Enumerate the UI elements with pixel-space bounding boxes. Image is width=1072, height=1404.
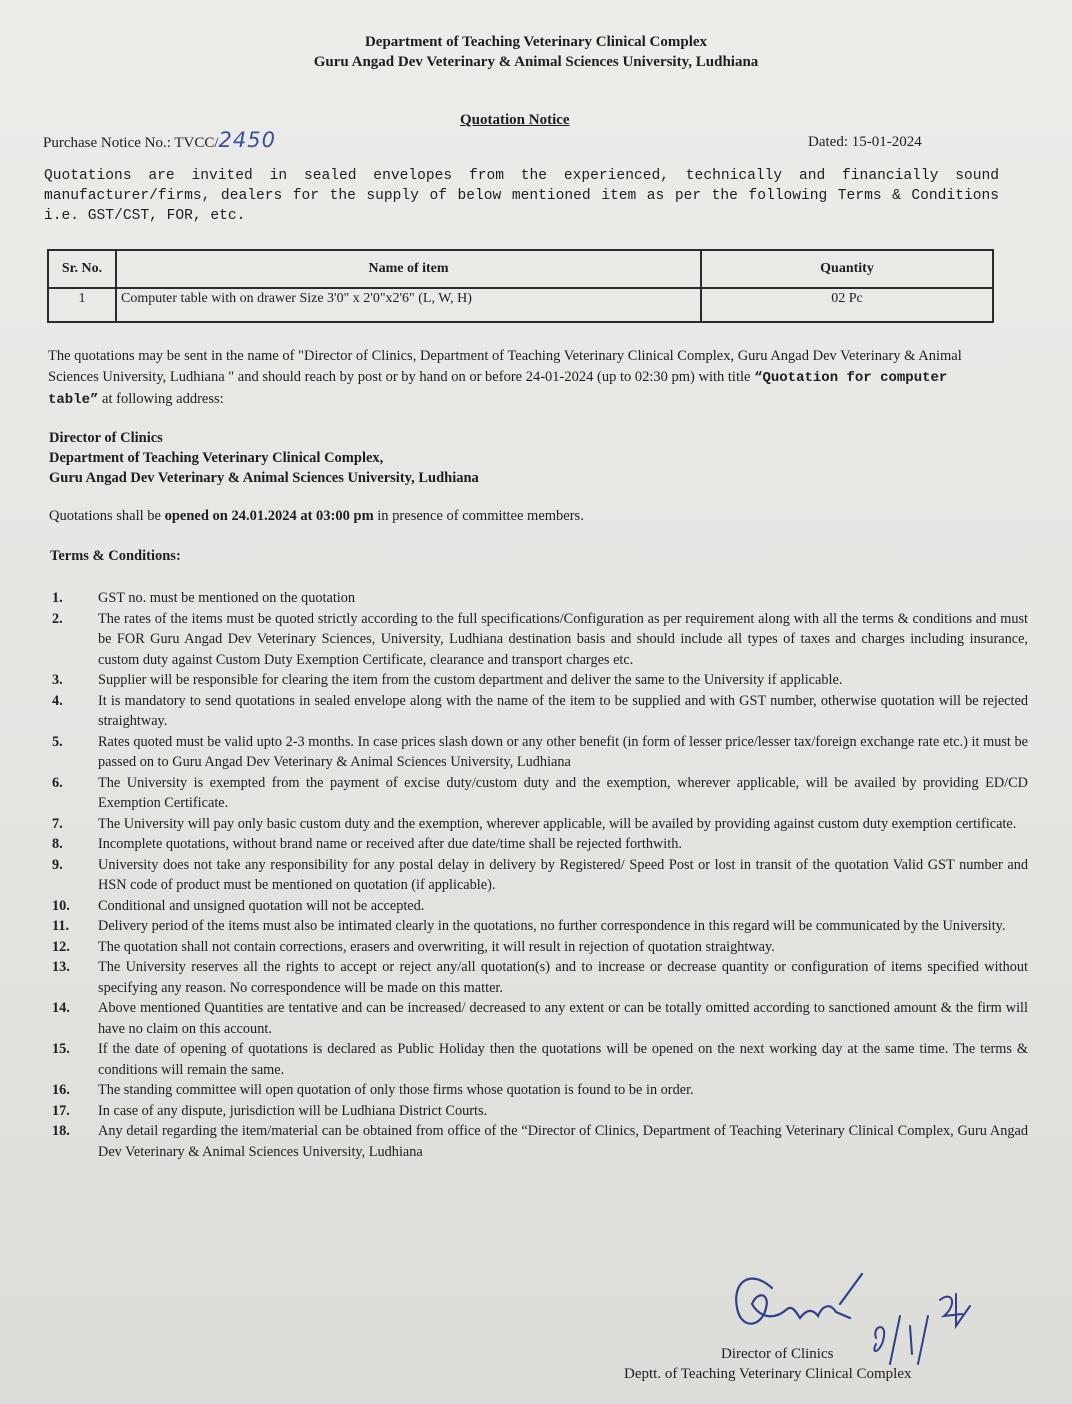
notice-date: Dated: 15-01-2024	[808, 134, 922, 150]
submission-text: The quotations may be sent in the name of "Director of Clinics, Department of Teaching Veterinary Clinical Complex, Guru Angad Dev Veterinary & Animal Sciences University, Ludhiana " and should reach by post or by hand on or before 24-01-2024 (up to 02:30 pm) with title	[48, 348, 962, 385]
term-number: 5.	[52, 733, 63, 750]
table-row	[48, 288, 993, 322]
term-text: The standing committee will open quotation of only those firms whose quotation is found to be in order.	[98, 1082, 694, 1098]
address-line: Guru Angad Dev Veterinary & Animal Sciences University, Ludhiana	[49, 470, 479, 486]
term-text: In case of any dispute, jurisdiction will be Ludhiana District Courts.	[98, 1102, 488, 1119]
term-number: 7.	[52, 815, 63, 832]
term-item	[48, 957, 1028, 998]
handwritten-notice-number: 2450	[218, 128, 276, 152]
term-item	[48, 855, 1028, 896]
submission-paragraph	[48, 346, 998, 411]
term-text: The University reserves all the rights to accept or reject any/all quotation(s) and to increase or decrease quantity or configuration of items specified without specifying any reason. No correspondence will be made on this matter.	[98, 959, 1028, 996]
purchase-notice-number	[43, 128, 276, 152]
opening-statement	[49, 508, 584, 525]
term-text: Delivery period of the items must also be intimated clearly in the quotations, no further correspondence in this regard will be communicated by the University.	[98, 918, 1006, 934]
term-text: Rates quoted must be valid upto 2-3 months. In case prices slash down or any other benefit (in form of lesser price/lesser tax/foreign exchange rate etc.) it must be passed on to Guru Angad Dev Veterinary & Animal Sciences University, Ludhiana	[98, 733, 1028, 770]
term-item	[48, 732, 1028, 773]
header-quantity: Quantity	[701, 250, 993, 288]
term-item	[48, 937, 1028, 958]
term-text: GST no. must be mentioned on the quotation	[98, 590, 356, 606]
term-text: The University will pay only basic custom duty and the exemption, wherever applicable, will be availed by providing against custom duty exemption certificate.	[98, 815, 1017, 832]
term-item	[48, 1080, 1028, 1101]
terms-list	[48, 588, 1028, 1162]
term-text: If the date of opening of quotations is declared as Public Holiday then the quotations will be opened on the next working day at the same time. The terms & conditions will remain the same.	[98, 1041, 1028, 1078]
term-text: Conditional and unsigned quotation will not be accepted.	[98, 897, 425, 914]
term-number: 18.	[52, 1123, 70, 1139]
term-number: 8.	[52, 836, 63, 852]
term-text: The University is exempted from the payment of excise duty/custom duty and the exemption, wherever applicable, will be availed by providing ED/CD Exemption Certificate.	[98, 774, 1028, 811]
submission-text-end: at following address:	[98, 391, 224, 407]
term-text: The quotation shall not contain corrections, erasers and overwriting, it will result in rejection of quotation straightway.	[98, 938, 775, 955]
address-line: Director of Clinics	[49, 430, 163, 446]
term-item	[48, 1121, 1028, 1162]
table-header-row	[48, 250, 993, 288]
term-item	[48, 691, 1028, 732]
address-line: Department of Teaching Veterinary Clinical Complex,	[49, 450, 384, 466]
opening-text-end: in presence of committee members.	[373, 508, 584, 524]
header-sr-no: Sr. No.	[48, 250, 116, 288]
term-item	[48, 998, 1028, 1039]
term-item	[48, 670, 1028, 691]
term-number: 6.	[52, 774, 63, 791]
term-number: 9.	[52, 856, 63, 873]
term-number: 4.	[52, 692, 63, 709]
term-item	[48, 916, 1028, 937]
submission-title: “Quotation for computer table”	[48, 370, 948, 408]
term-item	[48, 834, 1028, 855]
cell-quantity: 02 Pc	[701, 288, 993, 322]
term-text: Any detail regarding the item/material can be obtained from office of the “Director of Clinics, Department of Teaching Veterinary Clinical Complex, Guru Angad Dev Veterinary & Animal Sciences University, Ludhiana	[98, 1123, 1028, 1160]
term-text: Above mentioned Quantities are tentative and can be increased/ decreased to any extent or can be totally omitted according to sanctioned amount & the firm will have no claim on this account.	[98, 1000, 1028, 1037]
cell-item-name: Computer table with on drawer Size 3'0" x 2'0"x2'6" (L, W, H)	[116, 288, 701, 322]
intro-paragraph: Quotations are invited in sealed envelopes from the experienced, technically and financially sound manufacturer/firms, dealers for the supply of below mentioned item as per the following Terms & Conditions i.e. GST/CST, FOR, etc.	[44, 168, 999, 224]
term-item	[48, 773, 1028, 814]
term-item	[48, 1101, 1028, 1122]
header-department: Department of Teaching Veterinary Clinical Complex	[364, 34, 708, 50]
term-item	[48, 588, 1028, 609]
term-text: Incomplete quotations, without brand name or received after due date/time shall be rejected forthwith.	[98, 836, 682, 852]
term-number: 14.	[52, 1000, 70, 1016]
term-number: 16.	[52, 1082, 70, 1098]
terms-heading: Terms & Conditions:	[50, 548, 181, 564]
term-text: Supplier will be responsible for clearing the item from the custom department and deliver the same to the University if applicable.	[98, 672, 843, 688]
header-university: Guru Angad Dev Veterinary & Animal Sciences University, Ludhiana	[313, 54, 759, 70]
term-number: 10.	[52, 897, 70, 914]
address-block	[49, 428, 479, 488]
term-number: 15.	[52, 1041, 70, 1057]
opening-date: opened on 24.01.2024 at 03:00 pm	[164, 508, 374, 524]
term-text: The rates of the items must be quoted strictly according to the full specifications/Configuration as per requirement along with all the terms & conditions and must be FOR Guru Angad Dev Veterinary Sciences, University, Ludhiana destination basis and should include all types of taxes and charges including insurance, custom duty against Custom Duty Exemption Certificate, clearance and transport charges etc.	[98, 610, 1028, 668]
term-item	[48, 609, 1028, 671]
term-number: 1.	[52, 590, 63, 606]
signatory-title: Director of Clinics	[721, 1346, 834, 1362]
term-number: 12.	[52, 938, 70, 955]
term-number: 2.	[52, 610, 63, 627]
items-table	[47, 249, 994, 323]
term-number: 13.	[52, 959, 70, 975]
term-item	[48, 814, 1028, 835]
opening-text: Quotations shall be	[49, 508, 165, 524]
cell-sr-no: 1	[48, 288, 116, 322]
term-text: University does not take any responsibility for any postal delay in delivery by Registered/ Speed Post or lost in transit of the quotation Valid GST number and HSN code of product must be mentioned on quotation (if applicable).	[98, 856, 1028, 893]
term-text: It is mandatory to send quotations in sealed envelope along with the name of the item to be supplied and with GST number, otherwise quotation will be rejected straightway.	[98, 692, 1028, 729]
term-item	[48, 896, 1028, 917]
term-item	[48, 1039, 1028, 1080]
term-number: 11.	[52, 918, 70, 934]
header-item-name: Name of item	[116, 250, 701, 288]
purchase-notice-label: Purchase Notice No.: TVCC/	[43, 135, 219, 151]
term-number: 3.	[52, 672, 63, 688]
term-number: 17.	[52, 1102, 70, 1119]
notice-title: Quotation Notice	[460, 112, 570, 128]
signatory-department: Deptt. of Teaching Veterinary Clinical Complex	[624, 1366, 912, 1382]
